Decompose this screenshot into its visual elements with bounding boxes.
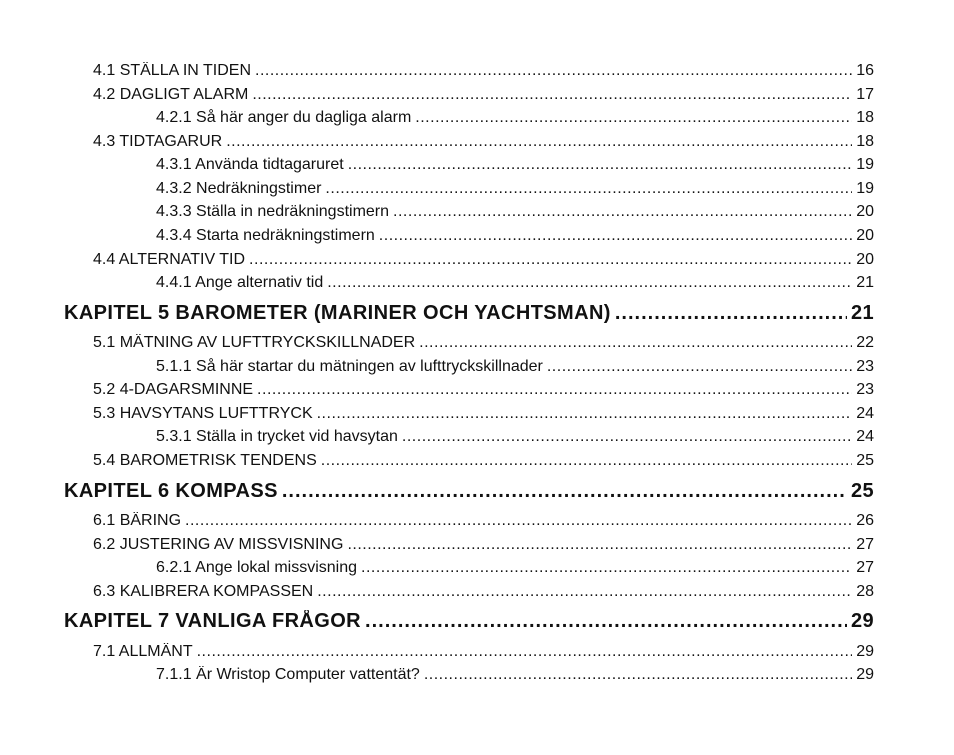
- toc-entry-title: KAPITEL 7 VANLIGA FRÅGOR: [64, 610, 362, 632]
- toc-entry-title: 5.4 BAROMETRISK TENDENS: [93, 452, 317, 469]
- toc-entry: [156, 156, 874, 174]
- toc-entry-title: 6.2.1 Ange lokal missvisning: [156, 559, 357, 576]
- toc-dot-leader: [321, 452, 852, 470]
- toc-entry-page: 29: [850, 610, 874, 632]
- toc-entry-page: 29: [856, 643, 874, 660]
- toc-entry-page: 20: [856, 203, 874, 220]
- toc-dot-leader: [327, 274, 852, 292]
- toc-entry-page: 21: [850, 302, 874, 324]
- toc-entry: [93, 133, 874, 151]
- toc-entry-title: 5.1 MÄTNING AV LUFTTRYCKSKILLNADER: [93, 334, 416, 351]
- toc-entry-title: 4.2 DAGLIGT ALARM: [93, 86, 249, 103]
- toc-entry: [93, 86, 874, 104]
- toc-entry: [156, 428, 874, 446]
- toc-entry-title: 4.3 TIDTAGARUR: [93, 133, 223, 150]
- toc-entry-page: 18: [856, 109, 874, 126]
- toc-entry: [93, 512, 874, 530]
- toc-entry: [93, 334, 874, 352]
- toc-dot-leader: [257, 381, 852, 399]
- toc-entry-title: 4.3.2 Nedräkningstimer: [156, 180, 322, 197]
- toc-entry-title: KAPITEL 6 KOMPASS: [64, 480, 278, 502]
- toc-dot-leader: [317, 583, 852, 601]
- toc-entry-title: KAPITEL 5 BAROMETER (MARINER OCH YACHTSMAN): [64, 302, 611, 324]
- toc-dot-leader: [255, 62, 852, 80]
- toc-entry-page: 23: [856, 358, 874, 375]
- toc-dot-leader: [185, 512, 852, 530]
- toc-entry: [156, 274, 874, 292]
- toc-chapter-heading: [64, 302, 874, 325]
- toc-entry-title: 5.1.1 Så här startar du mätningen av lufttryckskillnader: [156, 358, 543, 375]
- toc-entry-title: 4.1 STÄLLA IN TIDEN: [93, 62, 251, 79]
- toc-dot-leader: [317, 405, 853, 423]
- toc-entry-page: 19: [856, 180, 874, 197]
- toc-entry-title: 6.2 JUSTERING AV MISSVISNING: [93, 536, 344, 553]
- toc-dot-leader: [252, 86, 852, 104]
- toc-chapter-heading: [64, 480, 874, 503]
- toc-dot-leader: [347, 536, 852, 554]
- toc-entry-page: 19: [856, 156, 874, 173]
- toc-entry: [156, 180, 874, 198]
- toc-entry-title: 4.2.1 Så här anger du dagliga alarm: [156, 109, 412, 126]
- toc-entry-title: 7.1 ALLMÄNT: [93, 643, 193, 660]
- toc-entry-page: 20: [856, 251, 874, 268]
- toc-entry: [156, 358, 874, 376]
- toc-entry-title: 6.3 KALIBRERA KOMPASSEN: [93, 583, 314, 600]
- toc-entry: [93, 643, 874, 661]
- toc-dot-leader: [415, 109, 852, 127]
- toc-entry-page: 20: [856, 227, 874, 244]
- toc-dot-leader: [424, 666, 852, 684]
- toc-entry: [93, 405, 874, 423]
- toc-entry: [93, 536, 874, 554]
- toc-entry-page: 16: [856, 62, 874, 79]
- toc-dot-leader: [282, 480, 847, 503]
- toc-entry-page: 22: [856, 334, 874, 351]
- toc-dot-leader: [197, 643, 853, 661]
- toc-entry: [156, 666, 874, 684]
- toc-entry-title: 5.2 4-DAGARSMINNE: [93, 381, 254, 398]
- toc-entry-page: 21: [856, 274, 874, 291]
- toc-entry-title: 5.3.1 Ställa in trycket vid havsytan: [156, 428, 398, 445]
- toc-entry: [93, 583, 874, 601]
- toc-entry-title: 4.4.1 Ange alternativ tid: [156, 274, 324, 291]
- toc-entry-title: 6.1 BÄRING: [93, 512, 182, 529]
- toc-entry-page: 23: [856, 381, 874, 398]
- toc-entry: [156, 203, 874, 221]
- toc-entry: [156, 559, 874, 577]
- toc-entry-page: 29: [856, 666, 874, 683]
- toc-dot-leader: [402, 428, 852, 446]
- toc-entry: [93, 251, 874, 269]
- toc-dot-leader: [361, 559, 852, 577]
- toc-entry-title: 4.3.4 Starta nedräkningstimern: [156, 227, 375, 244]
- toc-entry-title: 5.3 HAVSYTANS LUFTTRYCK: [93, 405, 313, 422]
- toc-entry-page: 25: [850, 480, 874, 502]
- toc-entry-page: 27: [856, 536, 874, 553]
- toc-entry-page: 28: [856, 583, 874, 600]
- toc-dot-leader: [348, 156, 853, 174]
- toc-dot-leader: [615, 302, 847, 325]
- toc-dot-leader: [325, 180, 852, 198]
- toc-dot-leader: [419, 334, 852, 352]
- toc-entry-page: 27: [856, 559, 874, 576]
- toc-entry: [156, 227, 874, 245]
- toc-dot-leader: [547, 358, 852, 376]
- toc-entry-page: 17: [856, 86, 874, 103]
- toc-entry: [93, 452, 874, 470]
- toc-entry: [93, 62, 874, 80]
- toc-entry-title: 4.4 ALTERNATIV TID: [93, 251, 246, 268]
- toc-entry-page: 25: [856, 452, 874, 469]
- toc-entry-title: 7.1.1 Är Wristop Computer vattentät?: [156, 666, 420, 683]
- toc-dot-leader: [379, 227, 852, 245]
- toc-dot-leader: [226, 133, 852, 151]
- toc-entry-page: 18: [856, 133, 874, 150]
- toc-entry: [156, 109, 874, 127]
- toc-dot-leader: [365, 610, 847, 633]
- toc-entry-title: 4.3.1 Använda tidtagaruret: [156, 156, 344, 173]
- toc-dot-leader: [249, 251, 852, 269]
- toc-entry-page: 24: [856, 405, 874, 422]
- toc-dot-leader: [393, 203, 852, 221]
- toc-entry-title: 4.3.3 Ställa in nedräkningstimern: [156, 203, 390, 220]
- toc-entry: [93, 381, 874, 399]
- toc-entry-page: 26: [856, 512, 874, 529]
- toc-chapter-heading: [64, 610, 874, 633]
- toc-entry-page: 24: [856, 428, 874, 445]
